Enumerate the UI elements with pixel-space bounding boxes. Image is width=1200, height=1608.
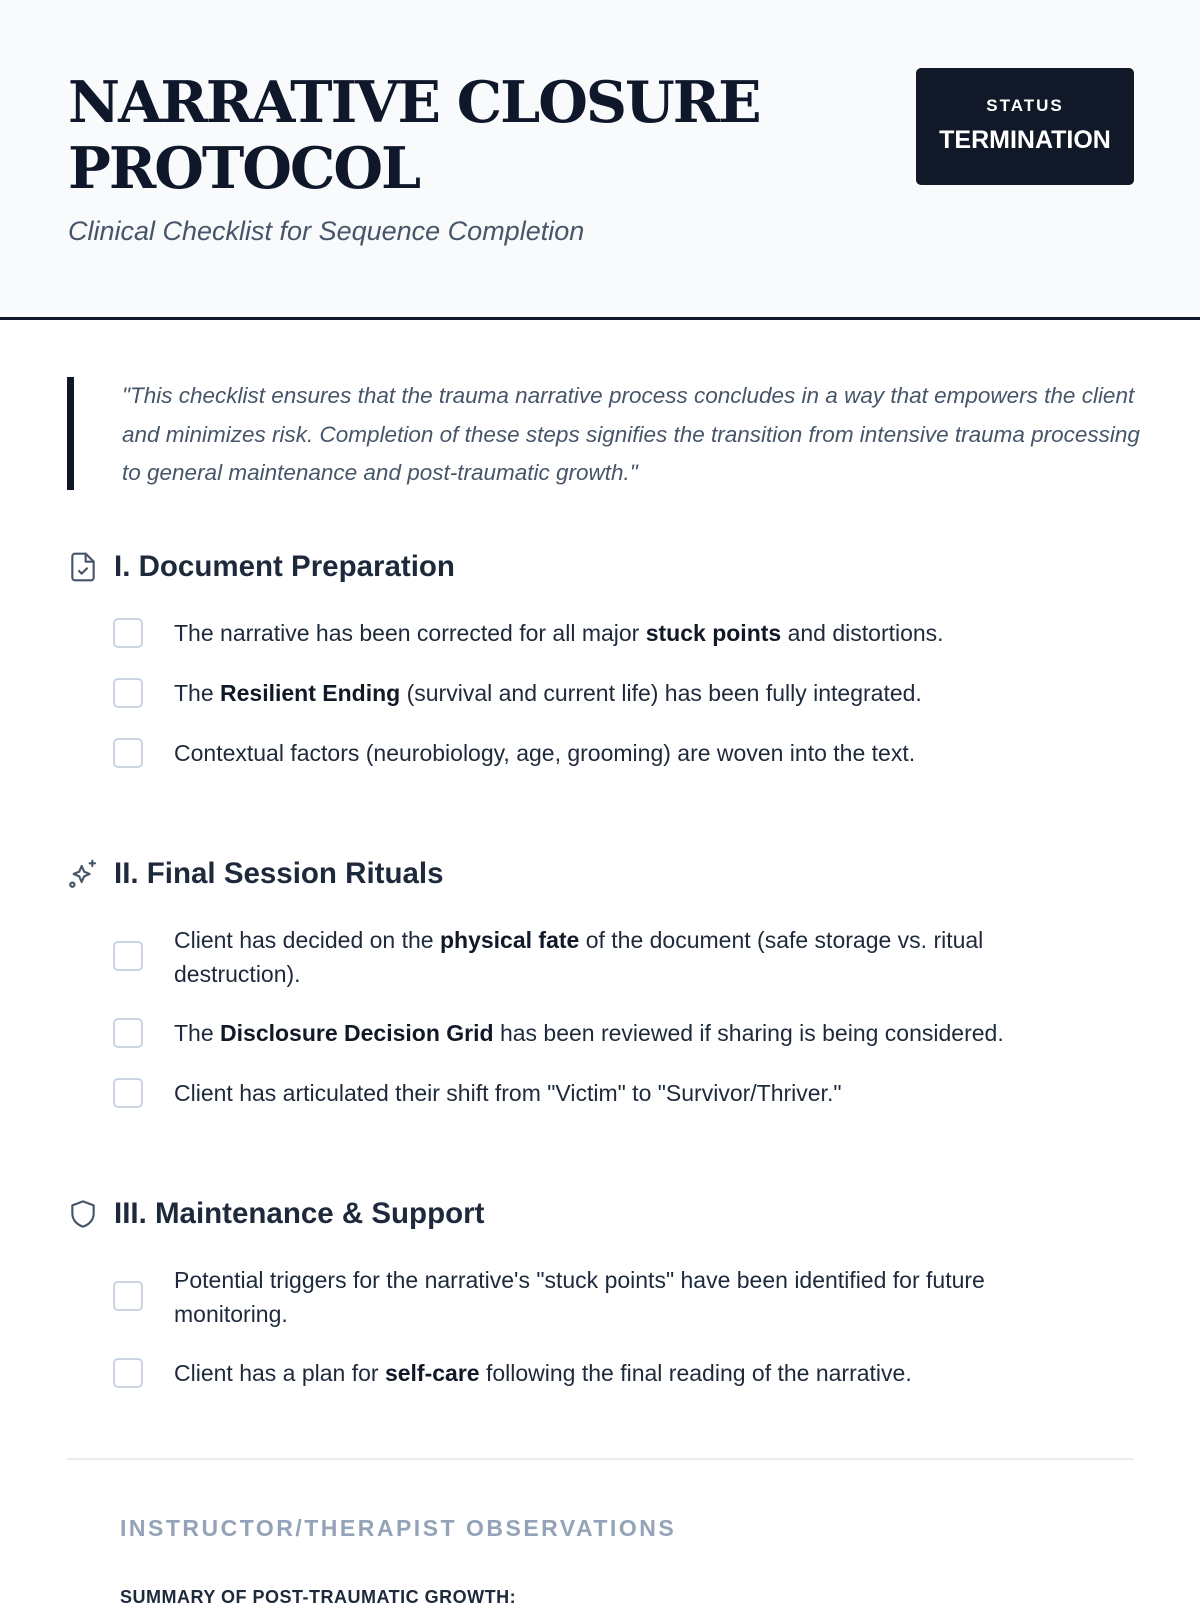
intro-quote xyxy=(67,377,1140,490)
checkbox[interactable] xyxy=(113,1078,143,1108)
page-subtitle: Clinical Checklist for Sequence Completion xyxy=(68,216,585,246)
status-badge xyxy=(916,68,1134,185)
page-title: NARRATIVE CLOSURE PROTOCOL xyxy=(68,69,760,202)
checkbox[interactable] xyxy=(113,941,143,971)
summary-label: SUMMARY OF POST-TRAUMATIC GROWTH: xyxy=(120,1587,517,1607)
intro-quote-text: "This checklist ensures that the trauma narrative process concludes in a way that empowers the client and minimizes risk. Completion of these steps signifies the transition from intensive trauma processing to general maintenance and post-traumatic growth." xyxy=(122,383,1140,485)
checklist-item-text: Client has articulated their shift from "Victim" to "Survivor/Thriver." xyxy=(174,1080,842,1106)
checklist-item-text: Potential triggers for the narrative's "stuck points" have been identified for future monitoring. xyxy=(174,1267,985,1327)
checklist-item-text: Contextual factors (neurobiology, age, grooming) are woven into the text. xyxy=(174,740,916,766)
observations-title: INSTRUCTOR/THERAPIST OBSERVATIONS xyxy=(120,1515,677,1541)
checkbox[interactable] xyxy=(113,1358,143,1388)
checkbox[interactable] xyxy=(113,678,143,708)
checkbox[interactable] xyxy=(113,618,143,648)
section-title: II. Final Session Rituals xyxy=(114,857,444,890)
checklist-item-text: The Disclosure Decision Grid has been reviewed if sharing is being considered. xyxy=(174,1020,1004,1046)
page-header xyxy=(0,0,1200,320)
divider xyxy=(67,1458,1134,1460)
section-title: III. Maintenance & Support xyxy=(114,1197,485,1230)
checkbox[interactable] xyxy=(113,1281,143,1311)
checkbox[interactable] xyxy=(113,738,143,768)
checkbox[interactable] xyxy=(113,1018,143,1048)
status-value: TERMINATION xyxy=(939,126,1111,154)
checklist-item-text: The narrative has been corrected for all major stuck points and distortions. xyxy=(174,620,944,646)
checklist-item-text: Client has decided on the physical fate of the document (safe storage vs. ritual destruction). xyxy=(174,927,984,987)
checklist-item-text: The Resilient Ending (survival and current life) has been fully integrated. xyxy=(174,680,922,706)
status-label: STATUS xyxy=(986,96,1064,115)
sparkles-icon xyxy=(67,858,99,890)
file-check-icon xyxy=(67,551,99,583)
checklist-item-text: Client has a plan for self-care following the final reading of the narrative. xyxy=(174,1360,912,1386)
shield-icon xyxy=(67,1198,99,1230)
section-title: I. Document Preparation xyxy=(114,550,455,583)
